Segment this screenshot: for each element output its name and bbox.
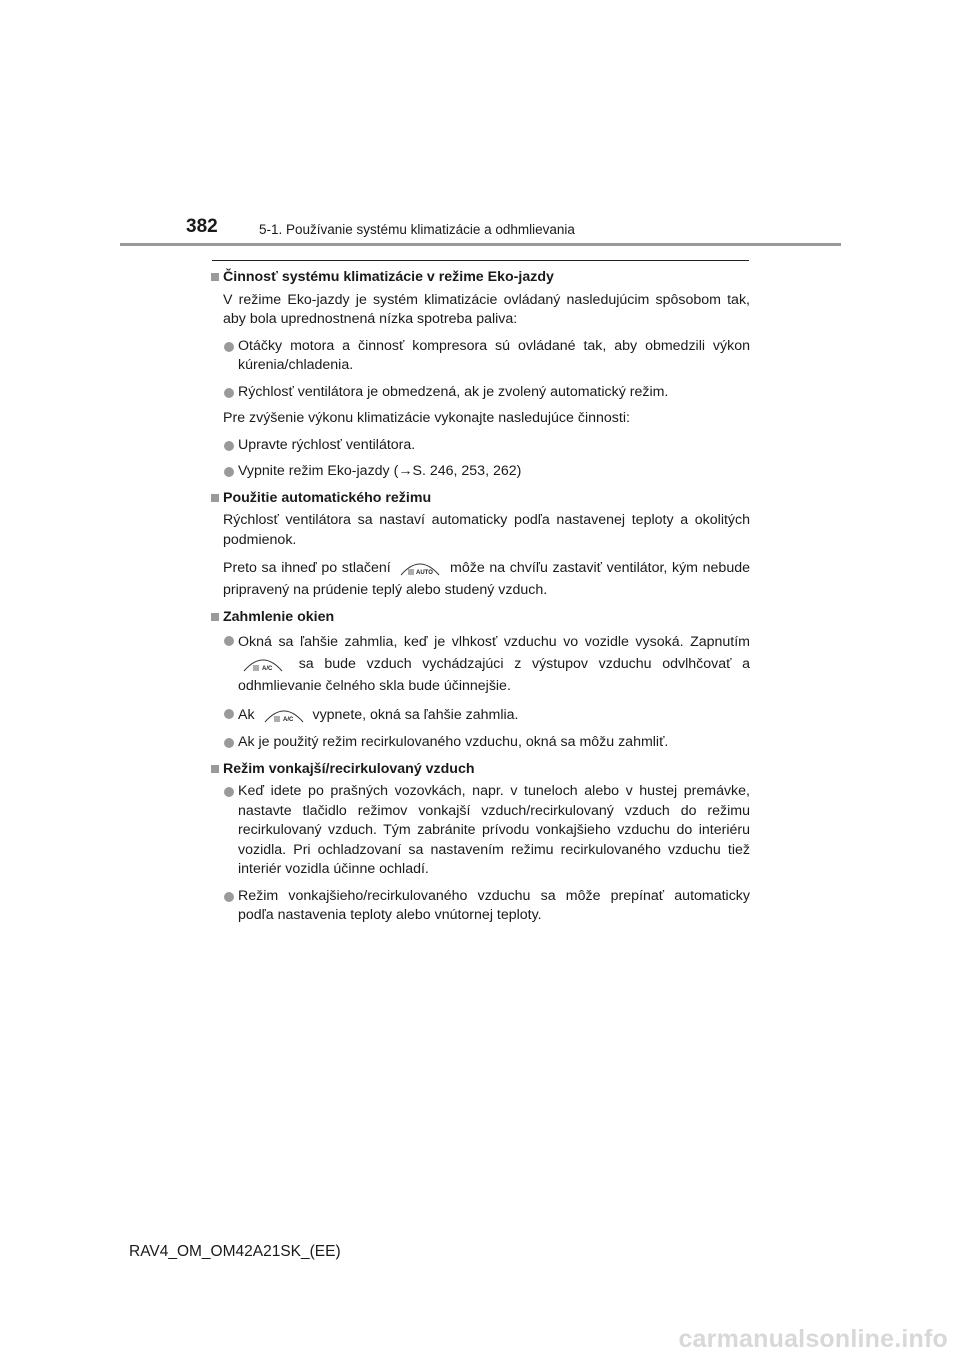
list-item — [210, 337, 750, 376]
ac-button-label: A/C — [262, 666, 273, 672]
list-item-text: Vypnite režim Eko-jazdy (→S. 246, 253, 262) — [238, 463, 522, 479]
header-rule — [120, 243, 841, 246]
text-span: Ak — [238, 707, 255, 723]
paragraph: V režime Eko-jazdy je systém klimatizácie ovládaný nasledujúcim spôsobom tak, aby bola uprednostnená nízka spotreba paliva: — [223, 291, 750, 327]
text-span: Okná sa ľahšie zahmlia, keď je vlhkosť vzduchu vo vozidle vysoká. Zapnutím — [238, 633, 750, 650]
auto-button-label: AUTO — [416, 570, 434, 577]
circle-bullet-icon — [224, 342, 234, 352]
list-item-text: Upravte rýchlosť ventilátora. — [238, 436, 416, 453]
circle-bullet-icon — [224, 636, 234, 646]
list-item — [210, 383, 750, 403]
paragraph: Rýchlosť ventilátora sa nastaví automaticky podľa nastavenej teploty a okolitých podmienok. — [223, 512, 750, 548]
section-title: 5-1. Používanie systému klimatizácie a odhmlievania — [259, 222, 575, 237]
list-item — [210, 704, 750, 726]
paragraph: Pre zvýšenie výkonu klimatizácie vykonajte nasledujúce činnosti: — [223, 410, 630, 426]
heading-text: Zahmlenie okien — [223, 609, 335, 626]
text-span: môže na chvíľu zastaviť ventilátor, kým nebude pripravený na prúdenie teplý alebo studený vzduch. — [223, 560, 750, 599]
ac-button-icon — [242, 653, 284, 675]
list-item — [210, 733, 750, 753]
circle-bullet-icon — [224, 467, 234, 477]
page-number: 382 — [186, 216, 218, 237]
square-bullet-icon — [211, 613, 219, 621]
list-item — [210, 631, 750, 697]
square-bullet-icon — [211, 494, 219, 502]
list-item — [210, 462, 750, 482]
list-item-text: Otáčky motora a činnosť kompresora sú ovládané tak, aby obmedzili výkon kúrenia/chladenia. — [238, 337, 750, 373]
section-heading-auto-mode — [210, 489, 750, 509]
circle-bullet-icon — [224, 388, 234, 398]
content-rule — [212, 260, 749, 261]
heading-text: Režim vonkajší/recirkulovaný vzduch — [223, 760, 475, 777]
list-item-text: Ak je použitý režim recirkulovaného vzduchu, okná sa môžu zahmliť. — [238, 734, 669, 751]
section-heading-air-mode — [210, 760, 750, 780]
circle-bullet-icon — [224, 892, 234, 902]
heading-text: Použitie automatického režimu — [223, 489, 432, 506]
list-item — [210, 782, 750, 880]
list-item — [210, 887, 750, 926]
list-item — [210, 436, 750, 456]
circle-bullet-icon — [224, 738, 234, 748]
text-span: vypnete, okná sa ľahšie zahmlia. — [312, 707, 519, 723]
circle-bullet-icon — [224, 709, 234, 719]
ac-button-icon — [263, 704, 305, 726]
paragraph — [210, 557, 750, 601]
list-item-text: Keď idete po prašných vozovkách, napr. v tuneloch alebo v hustej premávke, nastavte tlačidlo režimov vonkajší vzduch/recirkulovaný vzduch do režimu recirkulovaný vzduch. Tým zabránite prívodu vonkajšieho vzduchu do interiéru vozidla. Pri ochladzovaní sa nastavením režimu recirkulovaného vzduchu tiež interiér vozidla účinne ochladí. — [238, 783, 750, 878]
list-item-text: Rýchlosť ventilátora je obmedzená, ak je zvolený automatický režim. — [238, 383, 669, 400]
circle-bullet-icon — [224, 441, 234, 451]
ac-button-label: A/C — [282, 717, 293, 724]
heading-text: Činnosť systému klimatizácie v režime Eko-jazdy — [223, 269, 554, 285]
document-code: RAV4_OM_OM42A21SK_(EE) — [129, 1243, 341, 1260]
section-heading-eco — [210, 268, 750, 288]
square-bullet-icon — [211, 765, 219, 773]
circle-bullet-icon — [224, 787, 234, 797]
section-heading-fogging — [210, 608, 750, 628]
text-span: sa bude vzduch vychádzajúci z výstupov vzduchu odvlhčovať a odhmlievanie čelného skla bude účinnejšie. — [238, 655, 750, 694]
text-span: Preto sa ihneď po stlačení — [223, 560, 391, 576]
list-item-text: Režim vonkajšieho/recirkulovaného vzduchu sa môže prepínať automaticky podľa nastavenia teploty alebo vnútornej teploty. — [238, 887, 750, 924]
square-bullet-icon — [211, 273, 219, 281]
watermark: carmanualsonline.info — [678, 1325, 948, 1353]
auto-button-icon — [399, 557, 441, 579]
page-content — [210, 268, 750, 933]
